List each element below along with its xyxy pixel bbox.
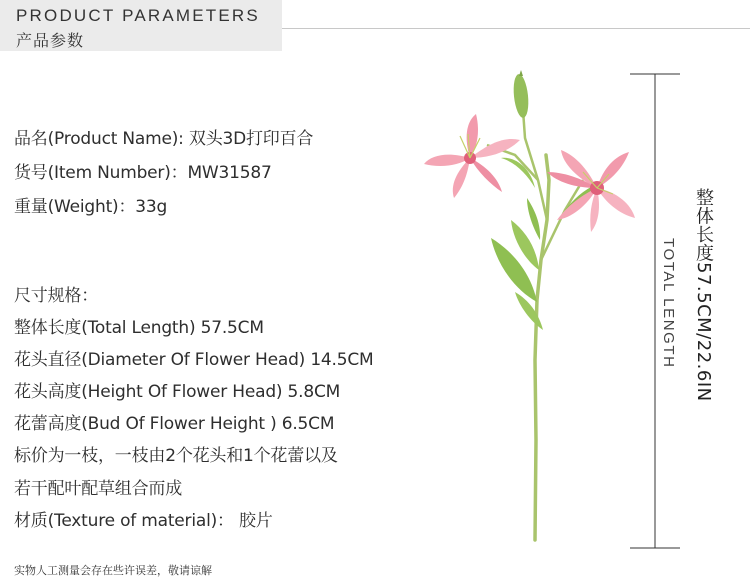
spec-total-length: 整体长度(Total Length) 57.5CM [14,318,264,338]
spec-weight: 重量(Weight)：33g [14,197,168,217]
spec-bud-height: 花蕾高度(Bud Of Flower Height ) 6.5CM [14,414,335,434]
lily-flower-image [415,60,645,555]
spec-size-heading: 尺寸规格： [14,286,98,306]
spec-price-note-line1: 标价为一枝，一枝由2个花头和1个花蕾以及 [14,446,338,466]
header-panel [0,0,282,51]
header-title-cn: 产品参数 [16,31,85,50]
length-dimension-bracket [620,70,690,552]
spec-price-note-line2: 若干配叶配草组合而成 [14,479,182,499]
spec-head-height: 花头高度(Height Of Flower Head) 5.8CM [14,382,341,402]
header-divider [282,28,750,29]
spec-product-name: 品名(Product Name): 双头3D打印百合 [14,129,314,149]
total-length-label-en: TOTAL LENGTH [660,238,677,369]
measurement-footnote: 实物人工测量会存在些许误差，敬请谅解 [14,564,212,577]
spec-material: 材质(Texture of material)： 胶片 [14,511,273,531]
total-length-label-cn: 整体长度57.5CM/22.6IN [693,188,714,402]
spec-head-diameter: 花头直径(Diameter Of Flower Head) 14.5CM [14,350,374,370]
header-title-en: PRODUCT PARAMETERS [16,6,260,25]
spec-item-number: 货号(Item Number)：MW31587 [14,163,272,183]
